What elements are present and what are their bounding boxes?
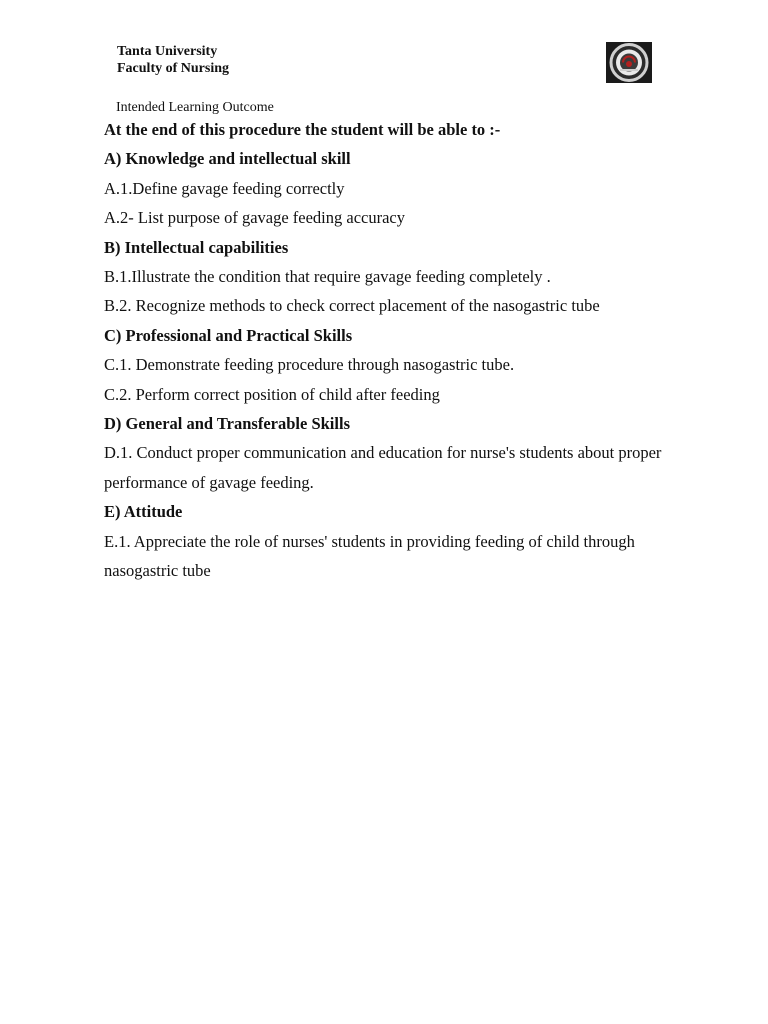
section-heading-b: B) Intellectual capabilities bbox=[104, 237, 289, 257]
outcome-c1: C.1. Demonstrate feeding procedure through nasogastric tube. bbox=[104, 355, 515, 375]
outcome-d1: D.1. Conduct proper communication and education for nurse's students about proper performance of gavage feeding. bbox=[104, 443, 662, 492]
section-heading-c: C) Professional and Practical Skills bbox=[104, 325, 353, 345]
section-heading-e: E) Attitude bbox=[104, 502, 183, 522]
outcomes-content bbox=[104, 115, 664, 586]
faculty-name: Faculty of Nursing bbox=[117, 61, 229, 76]
outcome-c2: C.2. Perform correct position of child after feeding bbox=[104, 384, 440, 404]
university-seal-icon bbox=[606, 42, 652, 83]
university-name: Tanta University bbox=[117, 44, 218, 59]
section-heading-d: D) General and Transferable Skills bbox=[104, 414, 350, 434]
outcome-a2: A.2- List purpose of gavage feeding accuracy bbox=[104, 208, 405, 228]
outcome-b1: B.1.Illustrate the condition that require gavage feeding completely . bbox=[104, 267, 551, 287]
outcome-e1: E.1. Appreciate the role of nurses' students in providing feeding of child through nasogastric tube bbox=[104, 531, 635, 581]
outcome-a1: A.1.Define gavage feeding correctly bbox=[104, 178, 345, 198]
ilo-caption: Intended Learning Outcome bbox=[116, 100, 274, 115]
header-block bbox=[117, 43, 229, 77]
section-heading-a: A) Knowledge and intellectual skill bbox=[104, 149, 351, 169]
intro-statement: At the end of this procedure the student will be able to :- bbox=[104, 120, 501, 139]
outcome-b2: B.2. Recognize methods to check correct placement of the nasogastric tube bbox=[104, 296, 600, 316]
